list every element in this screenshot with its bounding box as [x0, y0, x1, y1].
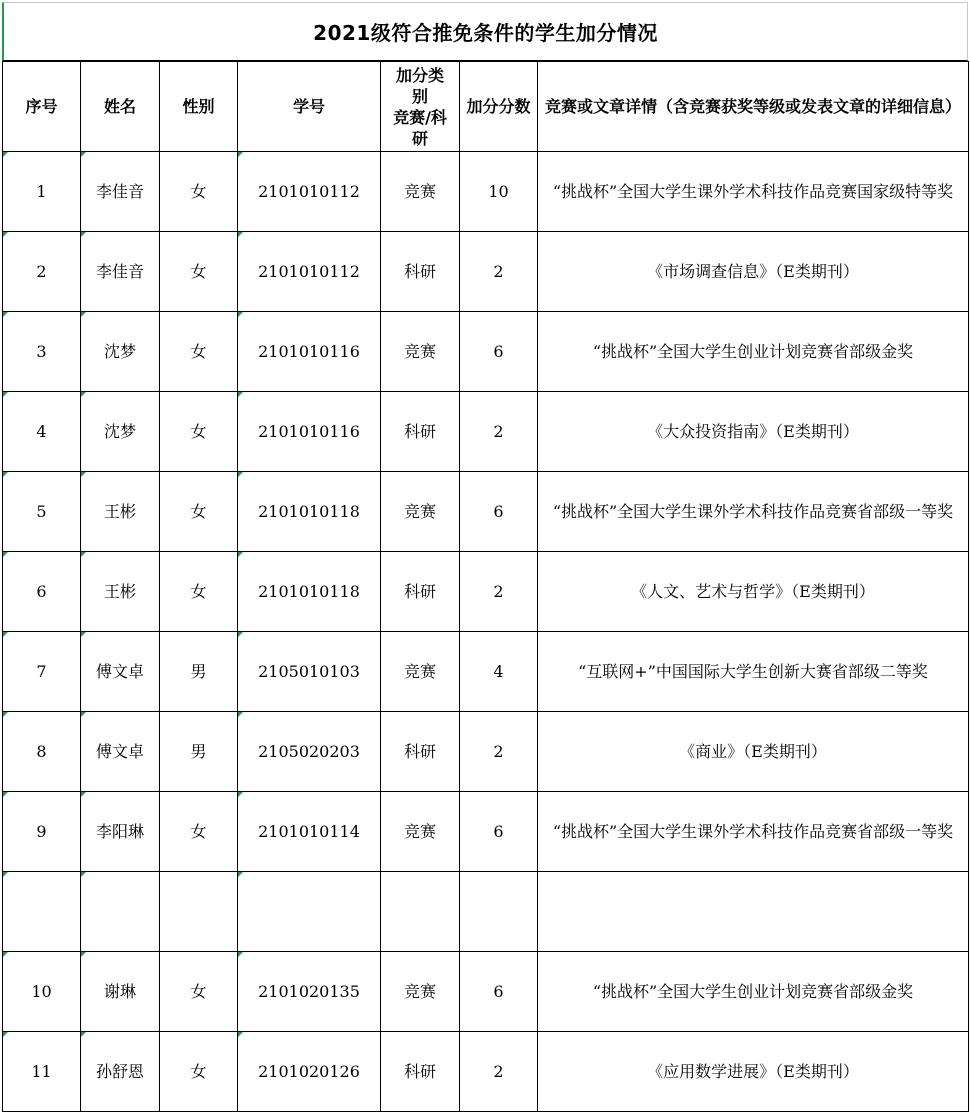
cell-score[interactable]: 6 — [460, 472, 538, 552]
cell-name[interactable]: 王彬 — [81, 552, 160, 632]
cell-name[interactable]: 李佳音 — [81, 232, 160, 312]
cell-name[interactable]: 沈梦 — [81, 312, 160, 392]
cell-name[interactable]: 傅文卓 — [81, 632, 160, 712]
cell-score[interactable]: 6 — [460, 952, 538, 1032]
data-table — [2, 61, 969, 1112]
cell-score[interactable]: 2 — [460, 392, 538, 472]
cell-student-id[interactable] — [238, 872, 381, 952]
cell-seq[interactable]: 4 — [3, 392, 81, 472]
cell-name[interactable]: 王彬 — [81, 472, 160, 552]
cell-detail[interactable]: 《大众投资指南》（E类期刊） — [538, 392, 969, 472]
table-row — [3, 152, 969, 232]
cell-category[interactable]: 竞赛 — [381, 632, 460, 712]
cell-gender[interactable]: 女 — [160, 232, 238, 312]
cell-category[interactable]: 科研 — [381, 552, 460, 632]
header-detail[interactable]: 竞赛或文章详情（含竞赛获奖等级或发表文章的详细信息） — [538, 62, 969, 152]
cell-score[interactable]: 2 — [460, 232, 538, 312]
cell-seq[interactable]: 11 — [3, 1032, 81, 1112]
table-row — [3, 392, 969, 472]
table-row — [3, 312, 969, 392]
cell-category[interactable]: 科研 — [381, 392, 460, 472]
cell-detail[interactable]: “挑战杯”全国大学生创业计划竞赛省部级金奖 — [538, 312, 969, 392]
cell-gender[interactable]: 女 — [160, 952, 238, 1032]
cell-student-id[interactable]: 2101010116 — [238, 312, 381, 392]
cell-name[interactable]: 沈梦 — [81, 392, 160, 472]
header-category-line4: 研 — [411, 128, 428, 148]
cell-gender[interactable]: 女 — [160, 1032, 238, 1112]
cell-seq[interactable]: 5 — [3, 472, 81, 552]
cell-name[interactable]: 李阳琳 — [81, 792, 160, 872]
cell-category[interactable]: 科研 — [381, 232, 460, 312]
cell-category[interactable]: 竞赛 — [381, 792, 460, 872]
cell-score[interactable]: 2 — [460, 1032, 538, 1112]
cell-score[interactable]: 2 — [460, 712, 538, 792]
cell-detail[interactable]: 《人文、艺术与哲学》（E类期刊） — [538, 552, 969, 632]
table-row — [3, 632, 969, 712]
cell-student-id[interactable]: 2101010118 — [238, 552, 381, 632]
cell-detail[interactable]: “挑战杯”全国大学生课外学术科技作品竞赛省部级一等奖 — [538, 792, 969, 872]
table-row — [3, 952, 969, 1032]
header-gender[interactable]: 性别 — [160, 62, 238, 152]
table-row — [3, 232, 969, 312]
cell-score[interactable]: 2 — [460, 552, 538, 632]
cell-score[interactable] — [460, 872, 538, 952]
header-category-line3: 竞赛/科 — [393, 107, 447, 127]
cell-detail[interactable]: 《市场调查信息》（E类期刊） — [538, 232, 969, 312]
cell-student-id[interactable]: 2101020135 — [238, 952, 381, 1032]
cell-gender[interactable]: 女 — [160, 392, 238, 472]
cell-gender[interactable] — [160, 872, 238, 952]
cell-student-id[interactable]: 2101010112 — [238, 152, 381, 232]
cell-detail[interactable]: “互联网+”中国国际大学生创新大赛省部级二等奖 — [538, 632, 969, 712]
cell-category[interactable]: 竞赛 — [381, 312, 460, 392]
cell-score[interactable]: 6 — [460, 792, 538, 872]
cell-category[interactable] — [381, 872, 460, 952]
cell-gender[interactable]: 男 — [160, 632, 238, 712]
cell-category[interactable]: 竞赛 — [381, 472, 460, 552]
header-student-id[interactable]: 学号 — [238, 62, 381, 152]
sheet-title[interactable]: 2021级符合推免条件的学生加分情况 — [2, 2, 968, 61]
cell-name[interactable] — [81, 872, 160, 952]
cell-seq[interactable]: 9 — [3, 792, 81, 872]
cell-seq[interactable]: 7 — [3, 632, 81, 712]
cell-name[interactable]: 孙舒恩 — [81, 1032, 160, 1112]
header-seq[interactable]: 序号 — [3, 62, 81, 152]
cell-seq[interactable]: 6 — [3, 552, 81, 632]
table-body — [3, 152, 969, 1112]
cell-seq[interactable]: 2 — [3, 232, 81, 312]
cell-gender[interactable]: 女 — [160, 312, 238, 392]
cell-student-id[interactable]: 2105020203 — [238, 712, 381, 792]
cell-detail[interactable] — [538, 872, 969, 952]
cell-name[interactable]: 傅文卓 — [81, 712, 160, 792]
cell-score[interactable]: 10 — [460, 152, 538, 232]
cell-detail[interactable]: “挑战杯”全国大学生课外学术科技作品竞赛省部级一等奖 — [538, 472, 969, 552]
header-category[interactable] — [381, 62, 460, 152]
cell-gender[interactable]: 女 — [160, 152, 238, 232]
cell-category[interactable]: 科研 — [381, 1032, 460, 1112]
cell-gender[interactable]: 男 — [160, 712, 238, 792]
header-category-line2: 别 — [411, 86, 428, 106]
cell-detail[interactable]: “挑战杯”全国大学生课外学术科技作品竞赛国家级特等奖 — [538, 152, 969, 232]
cell-name[interactable]: 谢琳 — [81, 952, 160, 1032]
header-row — [3, 62, 969, 152]
cell-detail[interactable]: 《应用数学进展》（E类期刊） — [538, 1032, 969, 1112]
header-category-line1: 加分类 — [395, 65, 444, 85]
header-name[interactable]: 姓名 — [81, 62, 160, 152]
cell-seq[interactable] — [3, 872, 81, 952]
cell-category[interactable]: 科研 — [381, 712, 460, 792]
table-row — [3, 1032, 969, 1112]
cell-seq[interactable]: 3 — [3, 312, 81, 392]
table-row — [3, 872, 969, 952]
table-row — [3, 792, 969, 872]
cell-detail[interactable]: “挑战杯”全国大学生创业计划竞赛省部级金奖 — [538, 952, 969, 1032]
cell-name[interactable]: 李佳音 — [81, 152, 160, 232]
cell-student-id[interactable]: 2101010112 — [238, 232, 381, 312]
cell-student-id[interactable]: 2105010103 — [238, 632, 381, 712]
cell-category[interactable]: 竞赛 — [381, 952, 460, 1032]
header-score[interactable]: 加分分数 — [460, 62, 538, 152]
table-row — [3, 712, 969, 792]
cell-seq[interactable]: 1 — [3, 152, 81, 232]
cell-score[interactable]: 4 — [460, 632, 538, 712]
table-row — [3, 472, 969, 552]
cell-student-id[interactable]: 2101010118 — [238, 472, 381, 552]
cell-gender[interactable]: 女 — [160, 472, 238, 552]
cell-seq[interactable]: 10 — [3, 952, 81, 1032]
cell-student-id[interactable]: 2101010114 — [238, 792, 381, 872]
cell-gender[interactable]: 女 — [160, 792, 238, 872]
table-row — [3, 552, 969, 632]
cell-score[interactable]: 6 — [460, 312, 538, 392]
cell-detail[interactable]: 《商业》（E类期刊） — [538, 712, 969, 792]
cell-student-id[interactable]: 2101010116 — [238, 392, 381, 472]
cell-category[interactable]: 竞赛 — [381, 152, 460, 232]
cell-seq[interactable]: 8 — [3, 712, 81, 792]
cell-student-id[interactable]: 2101020126 — [238, 1032, 381, 1112]
cell-gender[interactable]: 女 — [160, 552, 238, 632]
